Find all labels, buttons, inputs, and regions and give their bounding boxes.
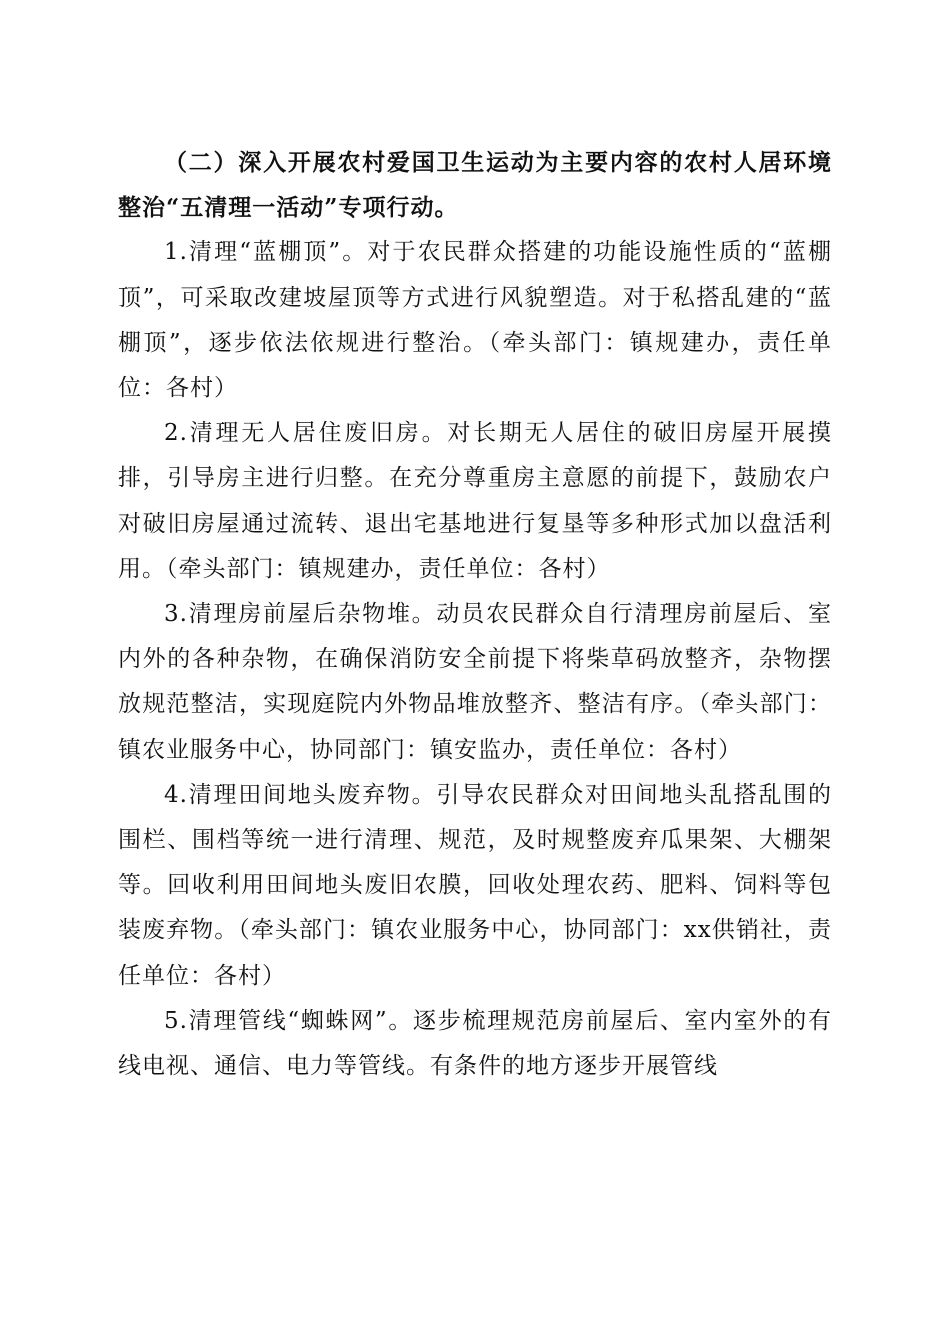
item-2-paragraph: 2.清理无人居住废旧房。对长期无人居住的破旧房屋开展摸排，引导房主进行归整。在充分尊重房主意愿的前提下，鼓励农户对破旧房屋通过流转、退出宅基地进行复垦等多种形式加以盘活利用。（牵头部门：镇规建办，责任单位：各村）: [118, 420, 832, 582]
item-1-paragraph: 1.清理“蓝棚顶”。对于农民群众搭建的功能设施性质的“蓝棚顶”，可采取改建坡屋顶等方式进行风貌塑造。对于私搭乱建的“蓝棚顶”，逐步依法依规进行整治。（牵头部门：镇规建办，责任单位：各村）: [118, 239, 832, 402]
item-4-paragraph: 4.清理田间地头废弃物。引导农民群众对田间地头乱搭乱围的围栏、围档等统一进行清理、规范，及时规整废弃瓜果架、大棚架等。回收利用田间地头废旧农膜，回收处理农药、肥料、饲料等包装废弃物。（牵头部门：镇农业服务中心，协同部门：xx供销社，责任单位：各村）: [118, 781, 832, 989]
item-3-paragraph: 3.清理房前屋后杂物堆。动员农民群众自行清理房前屋后、室内外的各种杂物，在确保消防安全前提下将柴草码放整齐，杂物摆放规范整洁，实现庭院内外物品堆放整齐、整洁有序。（牵头部门：镇农业服务中心，协同部门：镇安监办，责任单位：各村）: [118, 601, 832, 763]
document-body: [118, 140, 832, 1089]
item-5-paragraph: 5.清理管线“蜘蛛网”。逐步梳理规范房前屋后、室内室外的有线电视、通信、电力等管线。有条件的地方逐步开展管线: [118, 1007, 832, 1080]
section-heading: （二）深入开展农村爱国卫生运动为主要内容的农村人居环境整治“五清理一活动”专项行动。: [118, 149, 832, 222]
